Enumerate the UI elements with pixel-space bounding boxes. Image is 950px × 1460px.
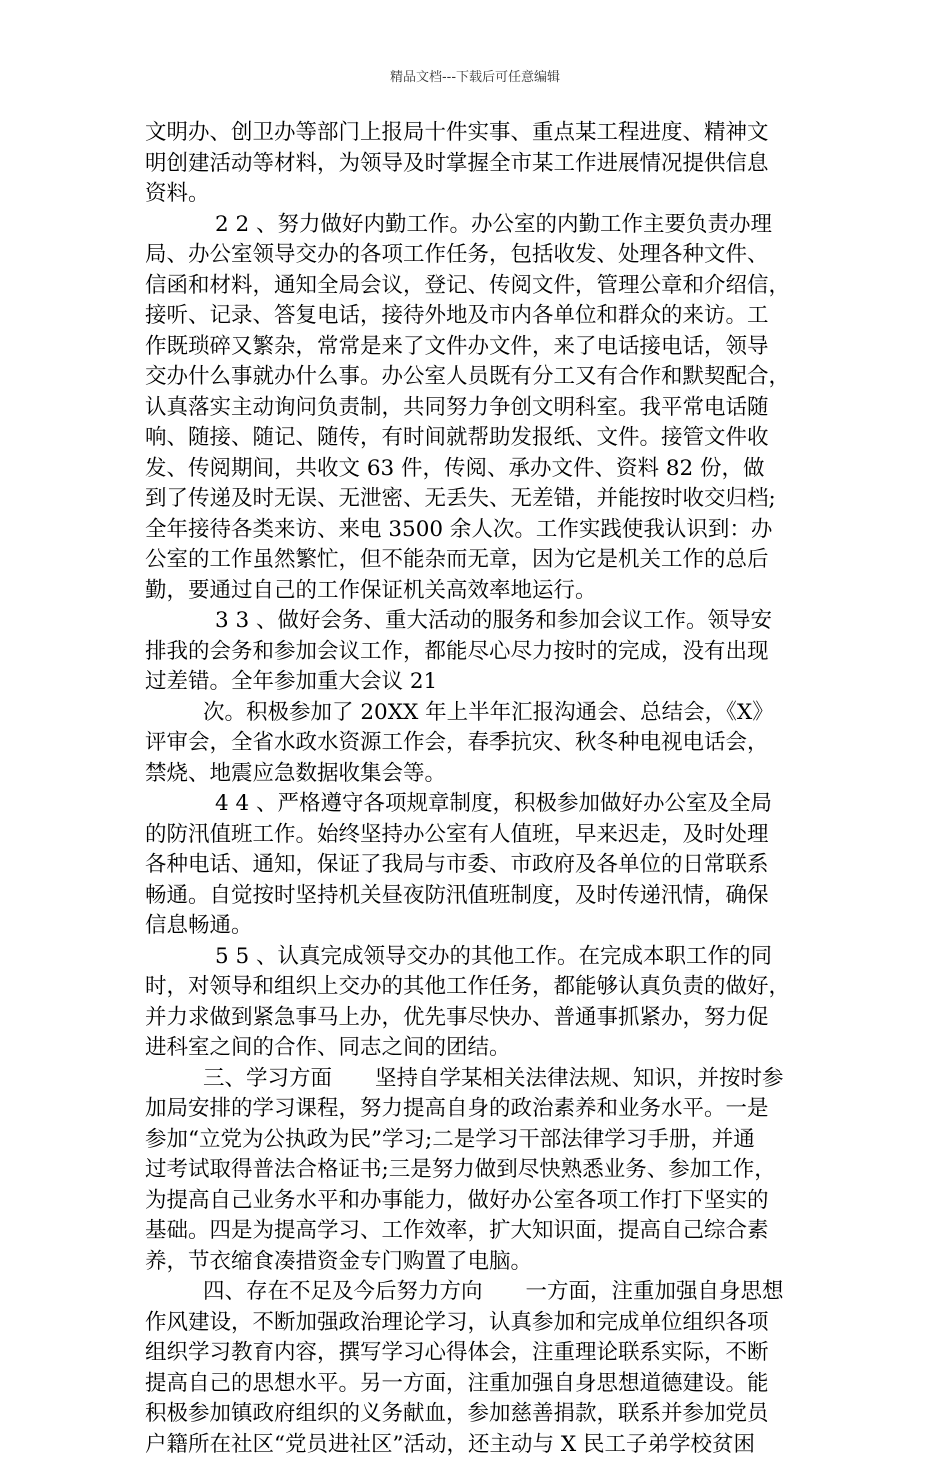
text-line: 4 4 、严格遵守各项规章制度，积极参加做好办公室及全局 bbox=[145, 789, 810, 820]
text-line: 认真落实主动询问负责制，共同努力争创文明科室。我平常电话随 bbox=[145, 393, 810, 424]
text-line: 3 3 、做好会务、重大活动的服务和参加会议工作。领导安 bbox=[145, 606, 810, 637]
text-line: 接听、记录、答复电话，接待外地及市内各单位和群众的来访。工 bbox=[145, 301, 810, 332]
text-line: 2 2 、努力做好内勤工作。办公室的内勤工作主要负责办理 bbox=[145, 210, 810, 241]
text-line: 四、存在不足及今后努力方向 一方面，注重加强自身思想 bbox=[145, 1277, 810, 1308]
text-line: 资料。 bbox=[145, 179, 810, 210]
text-line: 过考试取得普法合格证书;三是努力做到尽快熟悉业务、参加工作， bbox=[145, 1155, 810, 1186]
text-line: 并力求做到紧急事马上办，优先事尽快办、普通事抓紧办，努力促 bbox=[145, 1003, 810, 1034]
text-line: 作既琐碎又繁杂，常常是来了文件办文件，来了电话接电话，领导 bbox=[145, 332, 810, 363]
text-line: 文明办、创卫办等部门上报局十件实事、重点某工程进度、精神文 bbox=[145, 118, 810, 149]
text-line: 各种电话、通知，保证了我局与市委、市政府及各单位的日常联系 bbox=[145, 850, 810, 881]
text-line: 养，节衣缩食凑措资金专门购置了电脑。 bbox=[145, 1247, 810, 1278]
text-line: 信息畅通。 bbox=[145, 911, 810, 942]
text-line: 组织学习教育内容，撰写学习心得体会，注重理论联系实际，不断 bbox=[145, 1338, 810, 1369]
text-line: 的防汛值班工作。始终坚持办公室有人值班，早来迟走，及时处理 bbox=[145, 820, 810, 851]
text-line: 全年接待各类来访、来电 3500 余人次。工作实践使我认识到：办 bbox=[145, 515, 810, 546]
text-line: 基础。四是为提高学习、工作效率，扩大知识面，提高自己综合素 bbox=[145, 1216, 810, 1247]
text-line: 交办什么事就办什么事。办公室人员既有分工又有合作和默契配合， bbox=[145, 362, 810, 393]
text-line: 公室的工作虽然繁忙，但不能杂而无章，因为它是机关工作的总后 bbox=[145, 545, 810, 576]
text-line: 明创建活动等材料，为领导及时掌握全市某工作进展情况提供信息 bbox=[145, 149, 810, 180]
text-line: 响、随接、随记、随传，有时间就帮助发报纸、文件。接管文件收 bbox=[145, 423, 810, 454]
text-line: 畅通。自觉按时坚持机关昼夜防汛值班制度，及时传递汛情，确保 bbox=[145, 881, 810, 912]
text-line: 过差错。全年参加重大会议 21 bbox=[145, 667, 810, 698]
text-line: 局、办公室领导交办的各项工作任务，包括收发、处理各种文件、 bbox=[145, 240, 810, 271]
text-line: 次。积极参加了 20XX 年上半年汇报沟通会、总结会，《X》 bbox=[145, 698, 810, 729]
text-line: 时，对领导和组织上交办的其他工作任务，都能够认真负责的做好， bbox=[145, 972, 810, 1003]
page-header: 精品文档---下载后可任意编辑 bbox=[0, 66, 950, 85]
document-body bbox=[145, 118, 810, 1460]
text-line: 加局安排的学习课程，努力提高自身的政治素养和业务水平。一是 bbox=[145, 1094, 810, 1125]
text-line: 禁烧、地震应急数据收集会等。 bbox=[145, 759, 810, 790]
text-line: 积极参加镇政府组织的义务献血，参加慈善捐款，联系并参加党员 bbox=[145, 1399, 810, 1430]
text-line: 评审会，全省水政水资源工作会，春季抗灾、秋冬种电视电话会， bbox=[145, 728, 810, 759]
text-line: 参加“立党为公执政为民”学习;二是学习干部法律学习手册，并通 bbox=[145, 1125, 810, 1156]
text-line: 勤，要通过自己的工作保证机关高效率地运行。 bbox=[145, 576, 810, 607]
text-line: 三、学习方面 坚持自学某相关法律法规、知识，并按时参 bbox=[145, 1064, 810, 1095]
text-line: 发、传阅期间，共收文 63 件，传阅、承办文件、资料 82 份，做 bbox=[145, 454, 810, 485]
text-line: 户籍所在社区“党员进社区”活动，还主动与 X 民工子弟学校贫困 bbox=[145, 1430, 810, 1460]
text-line: 作风建设，不断加强政治理论学习，认真参加和完成单位组织各项 bbox=[145, 1308, 810, 1339]
text-line: 进科室之间的合作、同志之间的团结。 bbox=[145, 1033, 810, 1064]
text-line: 排我的会务和参加会议工作，都能尽心尽力按时的完成，没有出现 bbox=[145, 637, 810, 668]
text-line: 提高自己的思想水平。另一方面，注重加强自身思想道德建设。能 bbox=[145, 1369, 810, 1400]
text-line: 信函和材料，通知全局会议，登记、传阅文件，管理公章和介绍信， bbox=[145, 271, 810, 302]
text-line: 5 5 、认真完成领导交办的其他工作。在完成本职工作的同 bbox=[145, 942, 810, 973]
text-line: 为提高自己业务水平和办事能力，做好办公室各项工作打下坚实的 bbox=[145, 1186, 810, 1217]
text-line: 到了传递及时无误、无泄密、无丢失、无差错，并能按时收交归档; bbox=[145, 484, 810, 515]
